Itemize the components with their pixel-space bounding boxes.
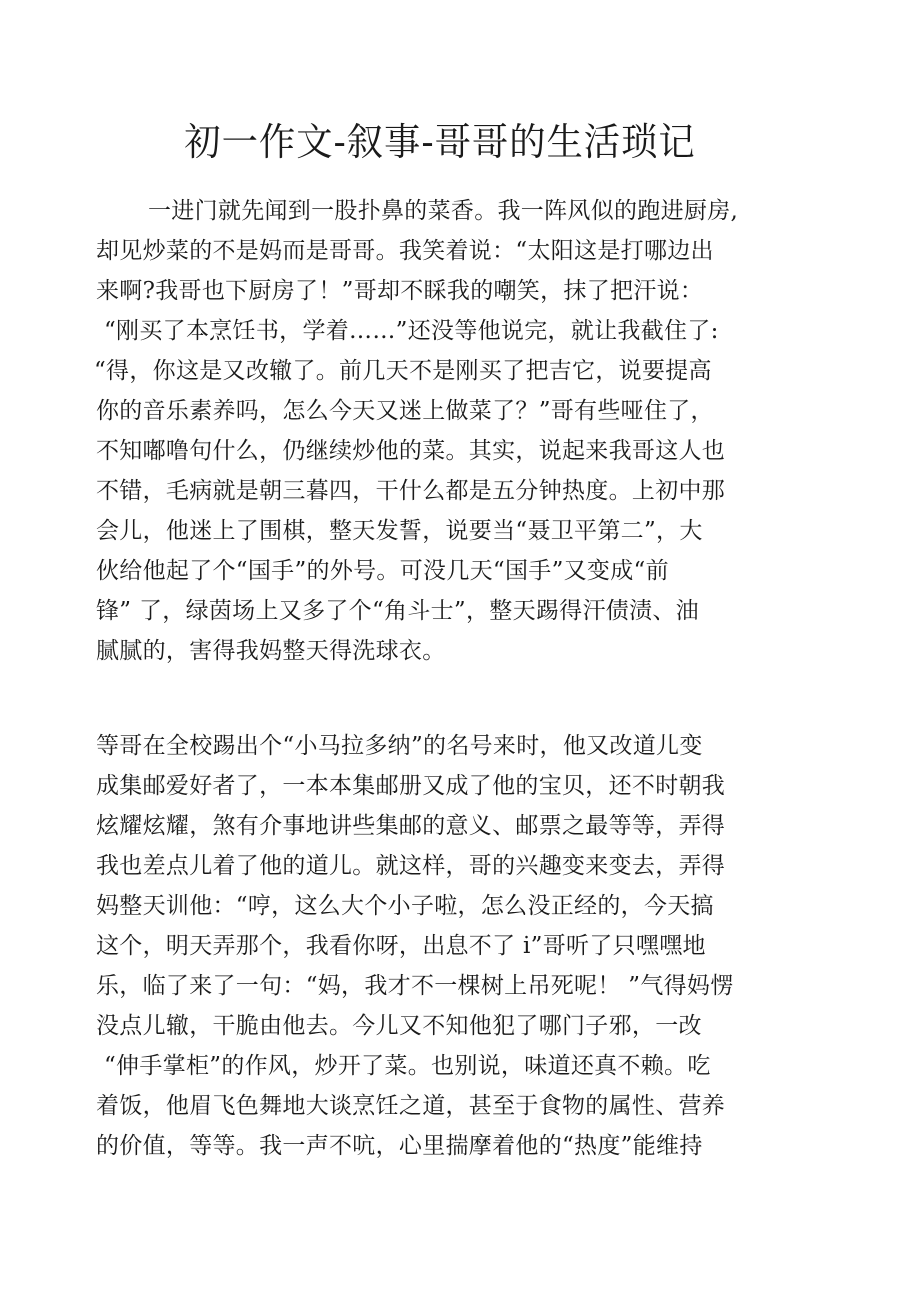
paragraph-1-line-3: 来啊?我哥也下厨房了！”哥却不睬我的嘲笑，抹了把汗说：: [96, 278, 704, 304]
paragraph-2-line-5: 妈整天训他：“哼，这么大个小子啦，怎么没正经的，今天搞: [96, 893, 714, 919]
paragraph-1-line-2: 却见炒菜的不是妈而是哥哥。我笑着说：“太阳这是打哪边出: [96, 238, 714, 264]
paragraph-2-line-7: 乐，临了来了一句：“妈，我才不一棵树上吊死呢！ ”气得妈愣: [96, 973, 734, 999]
paragraph-1-line-9: 会儿，他迷上了围棋，整天发誓，说要当“聂卫平第二”，大: [96, 518, 703, 544]
paragraph-1-line-4: “刚买了本烹饪书，学着……”还没等他说完，就让我截住了:: [104, 318, 719, 344]
paragraph-2-line-10: 着饭，他眉飞色舞地大谈烹饪之道，甚至于食物的属性、营养: [96, 1093, 726, 1119]
paragraph-2-line-1: 等哥在全校踢出个“小马拉多纳”的名号来时，他又改道儿变: [96, 733, 703, 759]
paragraph-2-line-4: 我也差点儿着了他的道儿。就这样，哥的兴趣变来变去，弄得: [96, 853, 726, 879]
paragraph-1-line-11: 锋” 了，绿茵场上又多了个“角斗士”，整天踢得汗债渍、油: [96, 598, 699, 624]
paragraph-1-line-8: 不错，毛病就是朝三暮四，干什么都是五分钟热度。上初中那: [96, 478, 726, 504]
paragraph-1-line-1: 一进门就先闻到一股扑鼻的菜香。我一阵风似的跑进厨房,: [148, 198, 739, 224]
paragraph-2-line-3: 炫耀炫耀，煞有介事地讲些集邮的意义、邮票之最等等，弄得: [96, 813, 726, 839]
document-title: 初一作文-叙事-哥哥的生活琐记: [184, 120, 696, 164]
paragraph-2-line-9: “伸手掌柜”的作风，炒开了菜。也别说，味道还真不赖。吃: [104, 1053, 711, 1079]
paragraph-2-line-11: 的价值，等等。我一声不吭，心里揣摩着他的“热度”能维持: [96, 1133, 703, 1159]
paragraph-2-line-8: 没点儿辙，干脆由他去。今儿又不知他犯了哪门子邪，一改: [96, 1013, 702, 1039]
paragraph-1-line-5: “得，你这是又改辙了。前几天不是刚买了把吉它，说要提高: [94, 358, 712, 384]
paragraph-1-line-7: 不知嘟噜句什么，仍继续炒他的菜。其实，说起来我哥这人也: [96, 438, 726, 464]
paragraph-2-line-6: 这个，明天弄那个，我看你呀，出息不了 i”哥听了只嘿嘿地: [96, 933, 706, 959]
paragraph-1-line-10: 伙给他起了个“国手”的外号。可没几天“国手”又变成“前: [96, 558, 669, 584]
paragraph-2-line-2: 成集邮爱好者了，一本本集邮册又成了他的宝贝，还不时朝我: [96, 773, 726, 799]
paragraph-1-line-12: 腻腻的，害得我妈整天得洗球衣。: [96, 638, 446, 664]
paragraph-1-line-6: 你的音乐素养吗，怎么今天又迷上做菜了？”哥有些哑住了，: [96, 398, 714, 424]
